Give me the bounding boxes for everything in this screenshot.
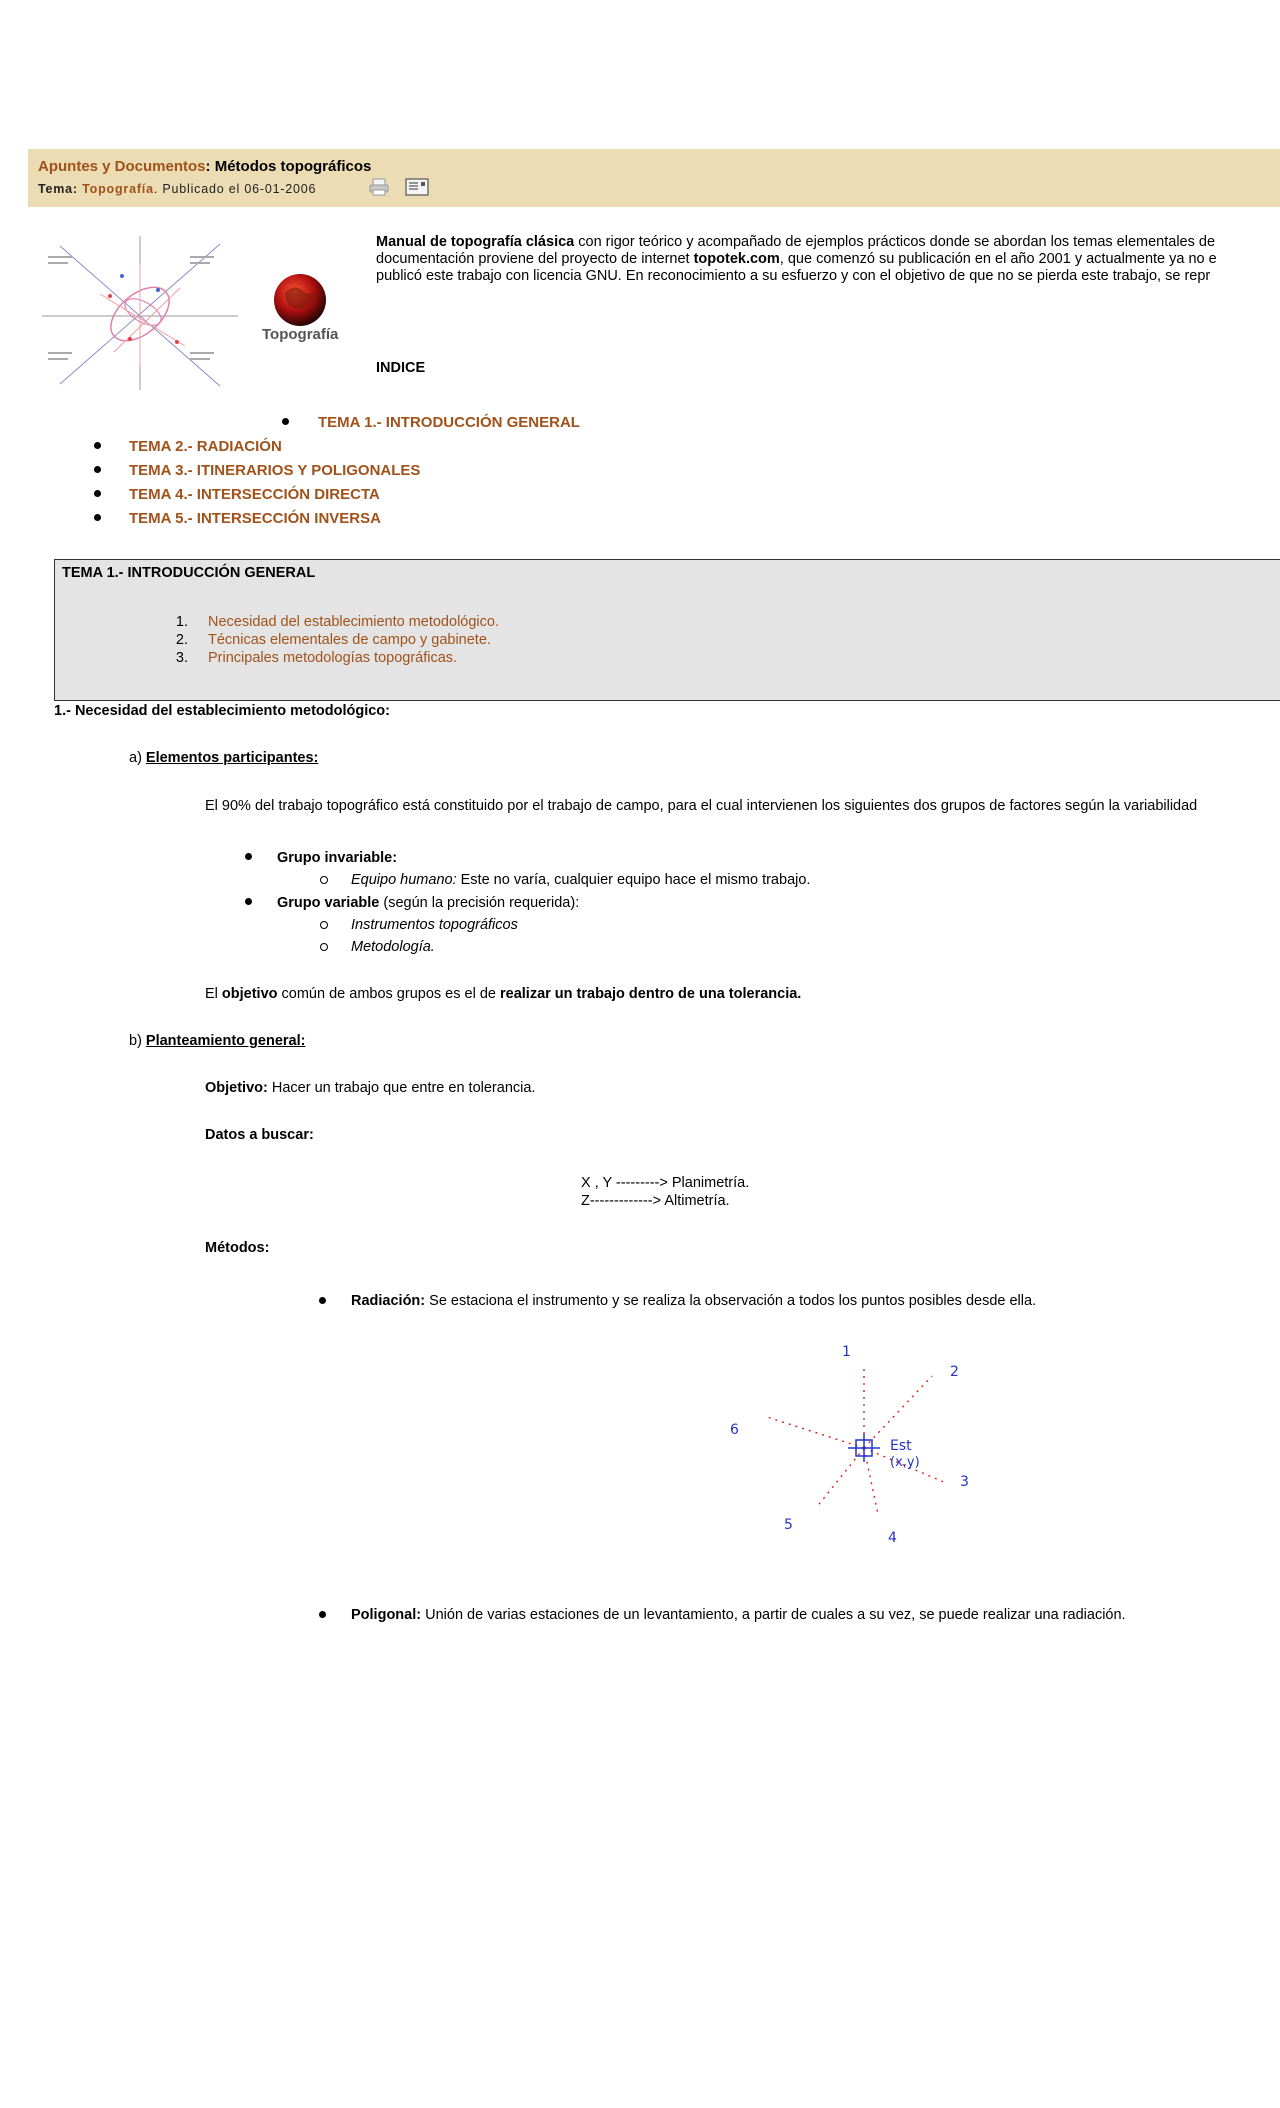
circle-bullet bbox=[320, 943, 328, 951]
objetivo-text: Hacer un trabajo que entre en tolerancia. bbox=[267, 1080, 536, 1096]
objetivo-mid: común de ambos grupos es el de bbox=[277, 986, 500, 1002]
grupo-variable-text: (según la precisión requerida): bbox=[379, 895, 580, 911]
email-icon[interactable] bbox=[405, 177, 430, 197]
subsection-b-heading bbox=[129, 1033, 305, 1049]
subsection-a-prefix: a) bbox=[129, 750, 146, 766]
index-link-tema-2[interactable]: TEMA 2.- RADIACIÓN bbox=[129, 438, 282, 455]
tema-1-item-3-link[interactable]: Principales metodologías topográficas. bbox=[208, 650, 458, 666]
bullet bbox=[94, 466, 101, 473]
radiation-diagram bbox=[720, 1336, 980, 1546]
grupo-variable-item bbox=[277, 895, 579, 911]
ray-4 bbox=[864, 1448, 878, 1514]
intro-line-2-pre: documentación proviene del proyecto de internet bbox=[376, 251, 694, 267]
indice-heading: INDICE bbox=[376, 360, 426, 376]
equipo-humano-text: Este no varía, cualquier equipo hace el mismo trabajo. bbox=[456, 872, 811, 888]
station-coords-label: (x,y) bbox=[890, 1455, 920, 1470]
intro-bold-title: Manual de topografía clásica bbox=[376, 234, 575, 250]
objetivo-bold: objetivo bbox=[221, 986, 278, 1002]
bullet bbox=[94, 442, 101, 449]
circle-bullet bbox=[320, 921, 328, 929]
objetivo-line bbox=[205, 1080, 535, 1096]
poligonal-label: Poligonal: bbox=[351, 1607, 422, 1623]
point-label-3: 3 bbox=[960, 1474, 969, 1490]
subsection-a-heading bbox=[129, 750, 318, 766]
objetivo-pre: El bbox=[205, 986, 222, 1002]
point-label-6: 6 bbox=[730, 1422, 739, 1438]
objetivo-label: Objetivo: bbox=[205, 1080, 268, 1096]
metodologia-item: Metodología. bbox=[351, 939, 435, 955]
poligonal-text: Unión de varias estaciones de un levantamiento, a partir de cuales a su vez, se puede realizar una radiación. bbox=[421, 1607, 1126, 1623]
page-title bbox=[38, 158, 371, 175]
intro-paragraph bbox=[376, 234, 1280, 285]
altimetria-line: Z-------------> Altimetría. bbox=[581, 1193, 730, 1209]
tema-link[interactable]: Topografía bbox=[82, 182, 154, 196]
radiacion-item bbox=[351, 1293, 1036, 1309]
list-number: 2. bbox=[175, 632, 188, 648]
station-label: Est bbox=[890, 1438, 912, 1454]
published-date: . Publicado el 06-01-2006 bbox=[153, 182, 317, 196]
planimetria-line: X , Y ---------> Planimetría. bbox=[581, 1175, 750, 1191]
bullet bbox=[319, 1297, 326, 1304]
ray-6 bbox=[764, 1416, 864, 1448]
section-1-heading: 1.- Necesidad del establecimiento metodológico: bbox=[54, 703, 390, 719]
poligonal-item bbox=[351, 1607, 1126, 1623]
para-90-percent: El 90% del trabajo topográfico está constituido por el trabajo de campo, para el cual intervienen los siguientes dos grupos de factores según la variabilidad bbox=[205, 798, 1198, 814]
list-number: 1. bbox=[175, 614, 188, 630]
intro-line-3: publicó este trabajo con licencia GNU. En reconocimiento a su esfuerzo y con el objetivo de que no se pierda este trabajo, se repr bbox=[376, 268, 1211, 284]
intro-line-2-rest: , que comenzó su publicación en el año 2001 y actualmente ya no e bbox=[779, 251, 1217, 267]
subsection-a-title: Elementos participantes: bbox=[145, 750, 319, 766]
objetivo-tolerancia: realizar un trabajo dentro de una tolerancia. bbox=[499, 986, 802, 1002]
tema-label: Tema: bbox=[38, 182, 78, 196]
bullet bbox=[245, 853, 252, 860]
breadcrumb-separator: : bbox=[205, 158, 215, 175]
station-marker bbox=[848, 1434, 880, 1462]
topography-diagram-image bbox=[40, 234, 240, 392]
equipo-humano-label: Equipo humano: bbox=[351, 872, 457, 888]
topografia-logo-globe bbox=[272, 272, 328, 328]
point-label-1: 1 bbox=[842, 1344, 851, 1360]
grupo-invariable-title: Grupo invariable: bbox=[277, 850, 398, 866]
point-label-5: 5 bbox=[784, 1517, 793, 1533]
datos-a-buscar-label: Datos a buscar: bbox=[205, 1127, 314, 1143]
intro-topotek: topotek.com bbox=[693, 251, 780, 267]
circle-bullet bbox=[320, 876, 328, 884]
tema-1-item-2-link[interactable]: Técnicas elementales de campo y gabinete. bbox=[208, 632, 491, 648]
objetivo-paragraph bbox=[205, 986, 801, 1002]
point-label-2: 2 bbox=[950, 1364, 959, 1380]
breadcrumb-link[interactable]: Apuntes y Documentos bbox=[38, 158, 206, 175]
grupo-variable-title: Grupo variable bbox=[277, 895, 380, 911]
intro-line-1: con rigor teórico y acompañado de ejemplos prácticos donde se abordan los temas elementales de bbox=[574, 234, 1216, 250]
subsection-b-prefix: b) bbox=[129, 1033, 146, 1049]
article-meta bbox=[38, 182, 316, 196]
print-icon[interactable] bbox=[369, 177, 389, 197]
point-label-4: 4 bbox=[888, 1530, 897, 1546]
bullet bbox=[282, 418, 289, 425]
index-link-tema-1[interactable]: TEMA 1.- INTRODUCCIÓN GENERAL bbox=[318, 414, 580, 431]
radiacion-text: Se estaciona el instrumento y se realiza la observación a todos los puntos posibles desde ella. bbox=[425, 1293, 1037, 1309]
radiacion-label: Radiación: bbox=[351, 1293, 426, 1309]
index-link-tema-3[interactable]: TEMA 3.- ITINERARIOS Y POLIGONALES bbox=[129, 462, 421, 479]
ray-5 bbox=[816, 1448, 864, 1508]
list-number: 3. bbox=[175, 650, 188, 666]
logo-caption: Topografía bbox=[262, 326, 339, 343]
instrumentos-item: Instrumentos topográficos bbox=[351, 917, 518, 933]
tema-1-box-title: TEMA 1.- INTRODUCCIÓN GENERAL bbox=[62, 565, 316, 581]
index-link-tema-4[interactable]: TEMA 4.- INTERSECCIÓN DIRECTA bbox=[129, 486, 380, 503]
equipo-humano-item bbox=[351, 872, 810, 888]
article-title: Métodos topográficos bbox=[214, 158, 372, 175]
bullet bbox=[94, 490, 101, 497]
index-link-tema-5[interactable]: TEMA 5.- INTERSECCIÓN INVERSA bbox=[129, 510, 381, 527]
bullet bbox=[245, 898, 252, 905]
metodos-label: Métodos: bbox=[205, 1240, 270, 1256]
subsection-b-title: Planteamiento general: bbox=[145, 1033, 306, 1049]
tema-1-item-1-link[interactable]: Necesidad del establecimiento metodológico. bbox=[208, 614, 499, 630]
bullet bbox=[319, 1611, 326, 1618]
bullet bbox=[94, 514, 101, 521]
